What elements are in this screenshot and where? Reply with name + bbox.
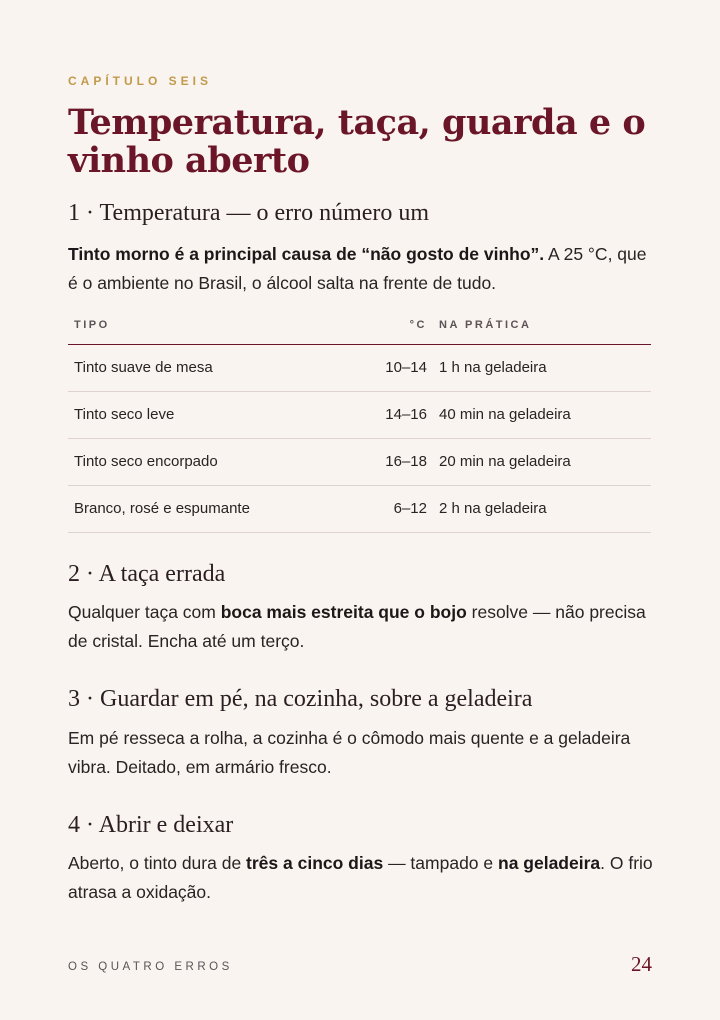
cell-type: Tinto suave de mesa bbox=[74, 359, 213, 376]
cell-type: Tinto seco leve bbox=[74, 406, 175, 423]
section-1-text: A 25 °C, que é o ambiente no Brasil, o álcool salta na frente de tudo. bbox=[68, 244, 647, 293]
header-temp: °C bbox=[409, 319, 427, 331]
section-4-text-2: — tampado e bbox=[383, 853, 498, 873]
section-3-heading: 3 · Guardar em pé, na cozinha, sobre a geladeira bbox=[68, 686, 533, 712]
page-title: Temperatura, taça, guarda e o vinho aberto bbox=[68, 102, 646, 181]
section-4-bold-1: três a cinco dias bbox=[246, 853, 384, 873]
table-header bbox=[68, 309, 651, 345]
section-1-paragraph bbox=[68, 240, 658, 298]
cell-temp: 16–18 bbox=[385, 453, 427, 470]
section-4-heading: 4 · Abrir e deixar bbox=[68, 812, 234, 838]
section-4-text-3: . O frio atrasa a oxidação. bbox=[68, 853, 653, 902]
temperature-table bbox=[68, 309, 651, 533]
section-1-bold: Tinto morno é a principal causa de “não gosto de vinho”. bbox=[68, 244, 545, 264]
section-2-text-1: Qualquer taça com bbox=[68, 602, 221, 622]
cell-practice: 40 min na geladeira bbox=[439, 406, 571, 423]
section-2-text-2: resolve — não precisa de cristal. Encha até um terço. bbox=[68, 602, 646, 651]
footer-running-title: OS QUATRO ERROS bbox=[68, 961, 233, 973]
cell-type: Tinto seco encorpado bbox=[74, 453, 218, 470]
section-2-bold: boca mais estreita que o bojo bbox=[220, 602, 467, 622]
header-type: TIPO bbox=[74, 319, 110, 331]
section-1-heading: 1 · Temperatura — o erro número um bbox=[68, 200, 430, 226]
cell-type: Branco, rosé e espumante bbox=[74, 500, 250, 517]
page-number: 24 bbox=[631, 952, 652, 976]
table-row bbox=[68, 486, 651, 533]
chapter-label: CAPÍTULO SEIS bbox=[68, 74, 213, 88]
cell-practice: 1 h na geladeira bbox=[439, 359, 547, 376]
section-4-paragraph bbox=[68, 849, 658, 907]
table-row bbox=[68, 345, 651, 392]
cell-practice: 20 min na geladeira bbox=[439, 453, 571, 470]
cell-temp: 6–12 bbox=[393, 500, 427, 517]
table-row bbox=[68, 439, 651, 486]
header-practice: NA PRÁTICA bbox=[439, 319, 532, 331]
section-3-paragraph: Em pé resseca a rolha, a cozinha é o cômodo mais quente e a geladeira vibra. Deitado, em armário fresco. bbox=[68, 728, 631, 777]
section-4-bold-2: na geladeira bbox=[498, 853, 601, 873]
section-2-heading: 2 · A taça errada bbox=[68, 561, 226, 587]
cell-temp: 14–16 bbox=[385, 406, 427, 423]
section-4-text-1: Aberto, o tinto dura de bbox=[68, 853, 247, 873]
section-2-paragraph bbox=[68, 598, 658, 656]
cell-temp: 10–14 bbox=[385, 359, 427, 376]
cell-practice: 2 h na geladeira bbox=[439, 500, 547, 517]
table-row bbox=[68, 392, 651, 439]
